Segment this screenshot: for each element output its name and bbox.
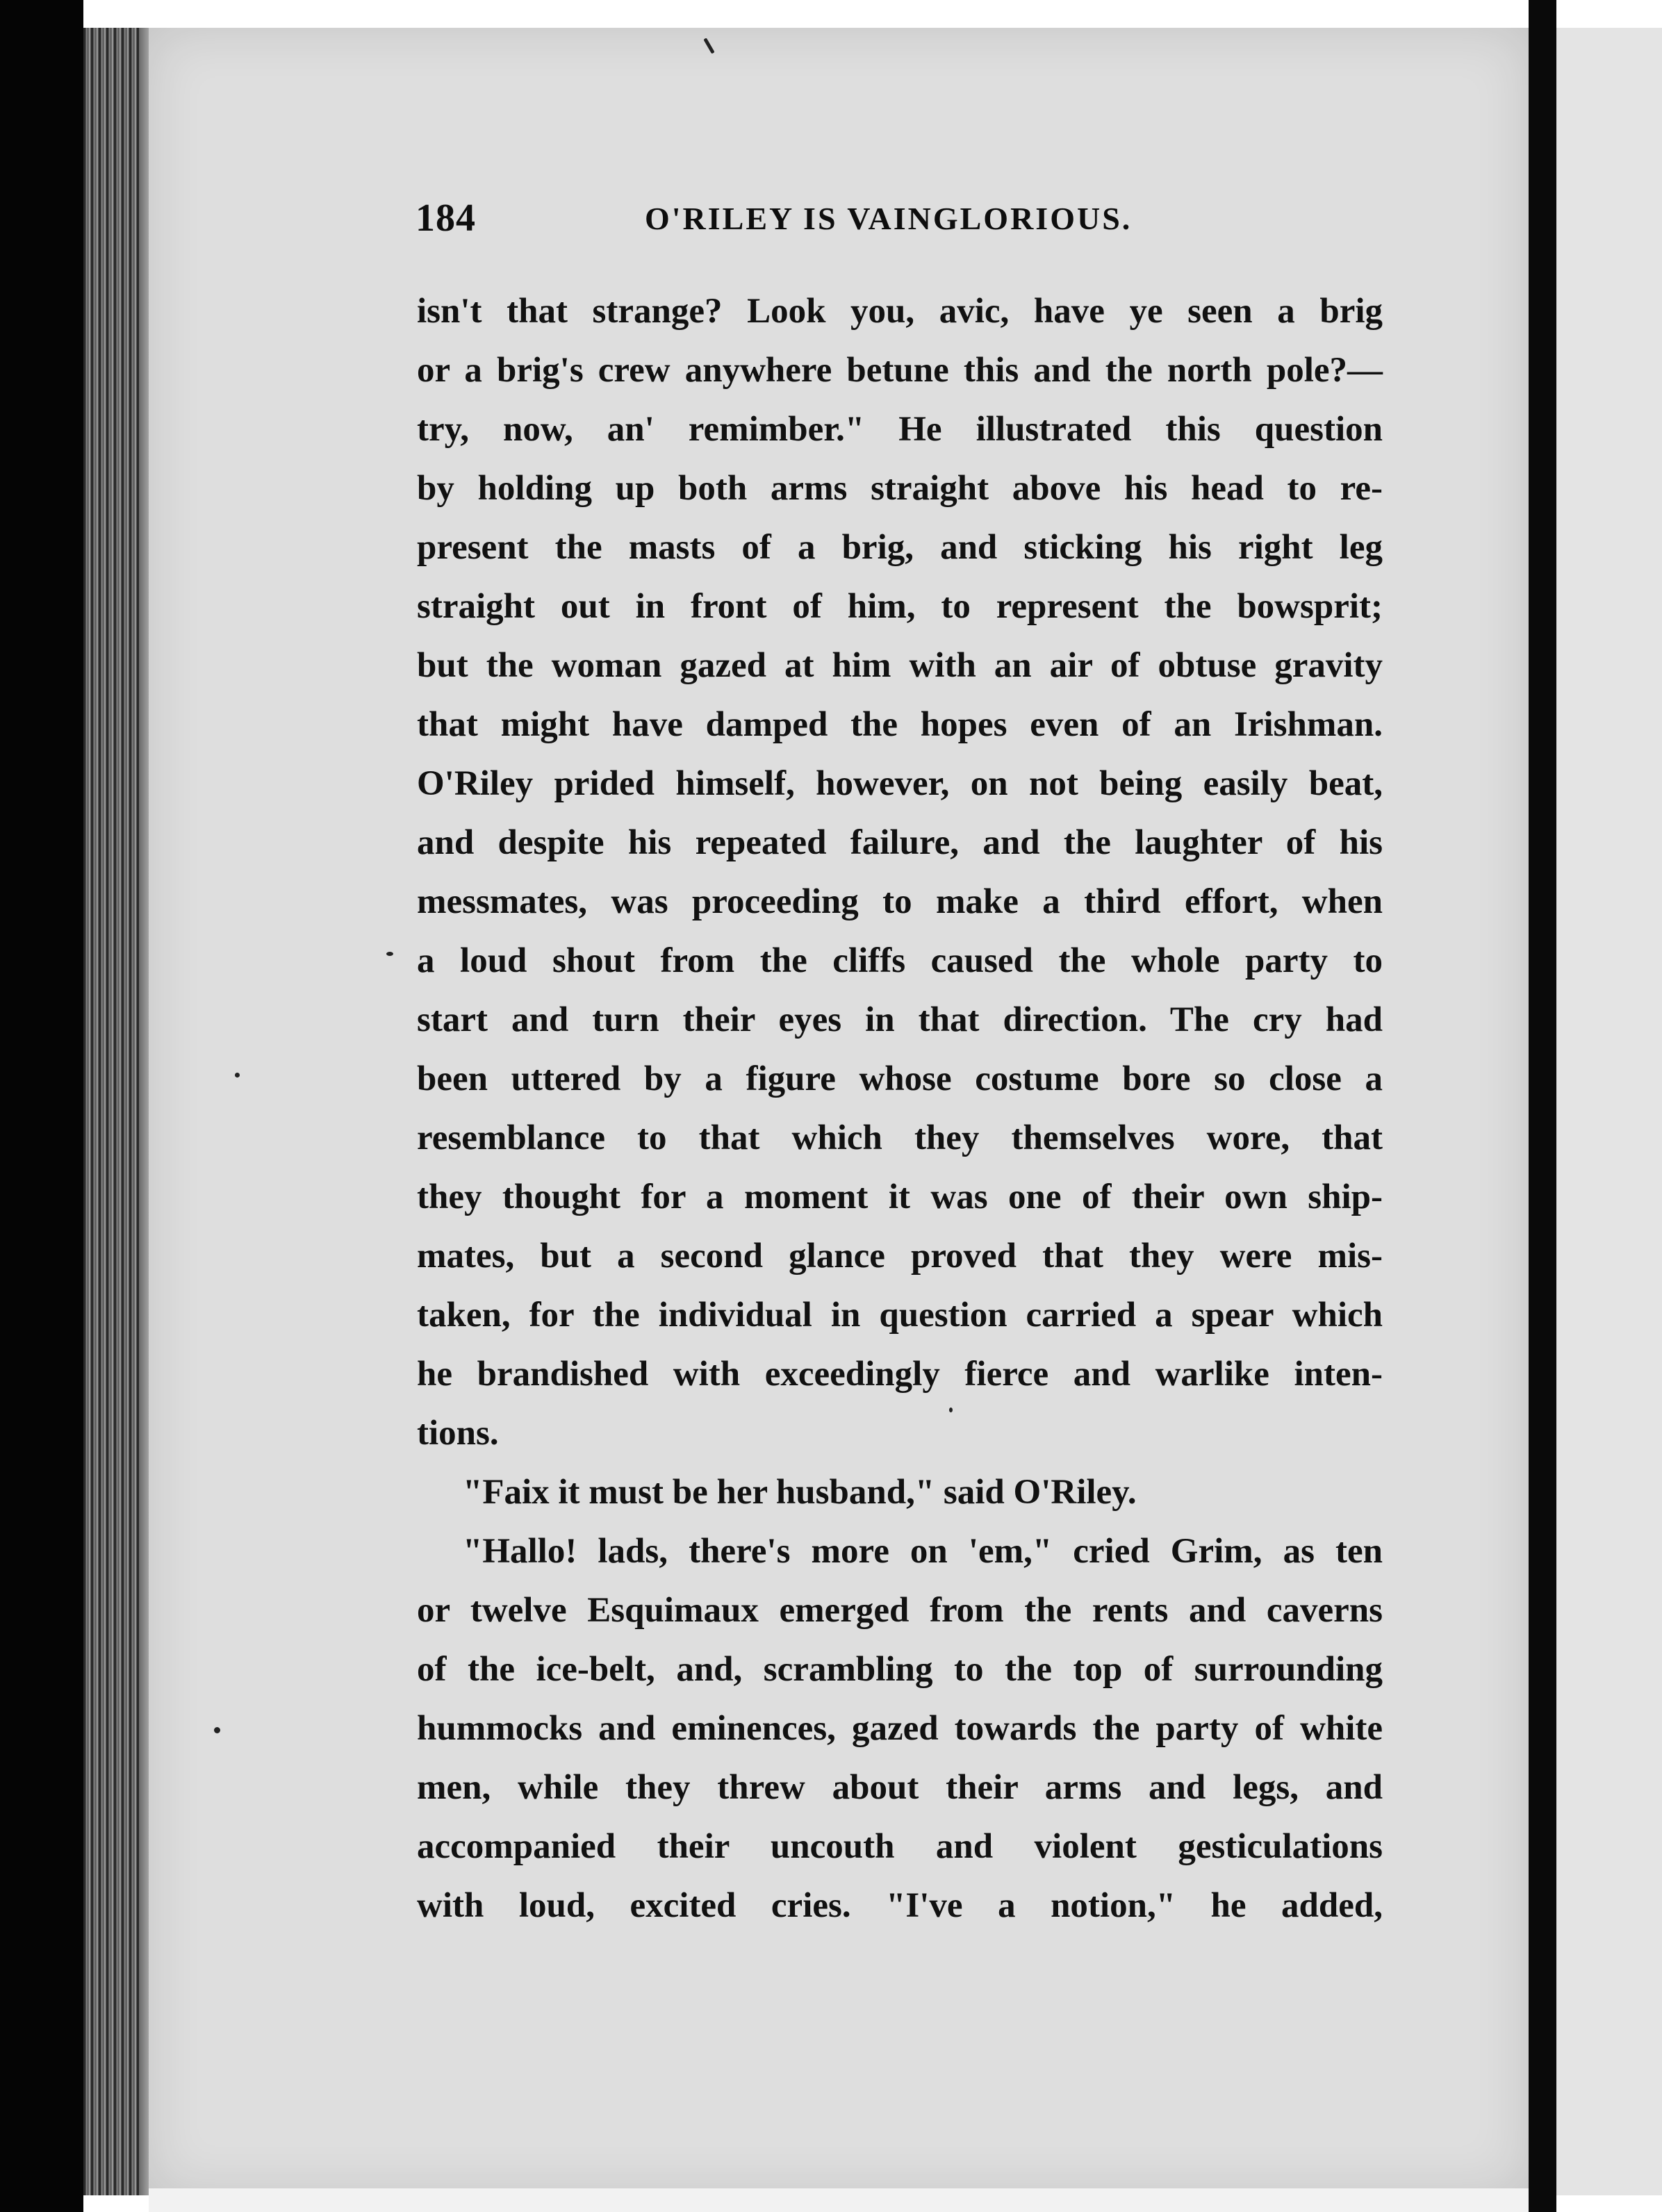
page-header [416,196,1381,251]
text-line: but the woman gazed at him with an air of obtuse gravity [417,646,1383,685]
scan-right-border [1529,0,1556,2212]
text-line: with loud, excited cries. "I've a notion," he added, [417,1886,1383,1925]
text-line: resemblance to that which they themselves wore, that [417,1119,1383,1157]
text-line: and despite his repeated failure, and the laughter of his [417,823,1383,862]
text-line: mates, but a second glance proved that they were mis- [417,1237,1383,1276]
text-line: hummocks and eminences, gazed towards the party of white [417,1709,1383,1748]
text-line: messmates, was proceeding to make a third effort, when [417,882,1383,921]
text-line: or twelve Esquimaux emerged from the rents and caverns [417,1591,1383,1630]
text-line: or a brig's crew anywhere betune this and the north pole?— [417,351,1383,390]
text-line: present the masts of a brig, and sticking his right leg [417,528,1383,567]
text-line: he brandished with exceedingly fierce and warlike inten- [417,1355,1383,1394]
text-line: taken, for the individual in question carried a spear which [417,1296,1383,1335]
text-line: that might have damped the hopes even of an Irishman. [417,705,1383,744]
page-number: 184 [416,197,476,240]
facing-page-edge [1556,28,1662,2195]
text-line: accompanied their uncouth and violent gesticulations [417,1827,1383,1866]
text-line: by holding up both arms straight above his head to re- [417,469,1383,508]
text-line: tions. [417,1414,499,1453]
text-line: O'Riley prided himself, however, on not being easily beat, [417,764,1383,803]
text-line: "Hallo! lads, there's more on 'em," cried Grim, as ten [463,1532,1383,1571]
text-line: a loud shout from the cliffs caused the whole party to [417,941,1383,980]
dust-speck [235,1073,240,1078]
scan-left-border [0,0,83,2212]
text-line: of the ice-belt, and, scrambling to the top of surrounding [417,1650,1383,1689]
text-line: try, now, an' remimber." He illustrated this question [417,410,1383,449]
body-text [417,282,1383,1936]
page-edges [83,28,146,2195]
text-line: isn't that strange? Look you, avic, have ye seen a brig [417,292,1383,331]
text-line: "Faix it must be her husband," said O'Riley. [463,1473,1137,1512]
text-line: been uttered by a figure whose costume bore so close a [417,1059,1383,1098]
text-line: men, while they threw about their arms and legs, and [417,1768,1383,1807]
dust-speck [386,952,393,956]
running-title: O'RILEY IS VAINGLORIOUS. [645,201,1133,236]
text-line: they thought for a moment it was one of their own ship- [417,1178,1383,1216]
scan-bottom-margin [149,2188,1529,2212]
dust-speck [214,1727,220,1733]
text-line: straight out in front of him, to represent the bowsprit; [417,587,1383,626]
text-line: start and turn their eyes in that direction. The cry had [417,1000,1383,1039]
